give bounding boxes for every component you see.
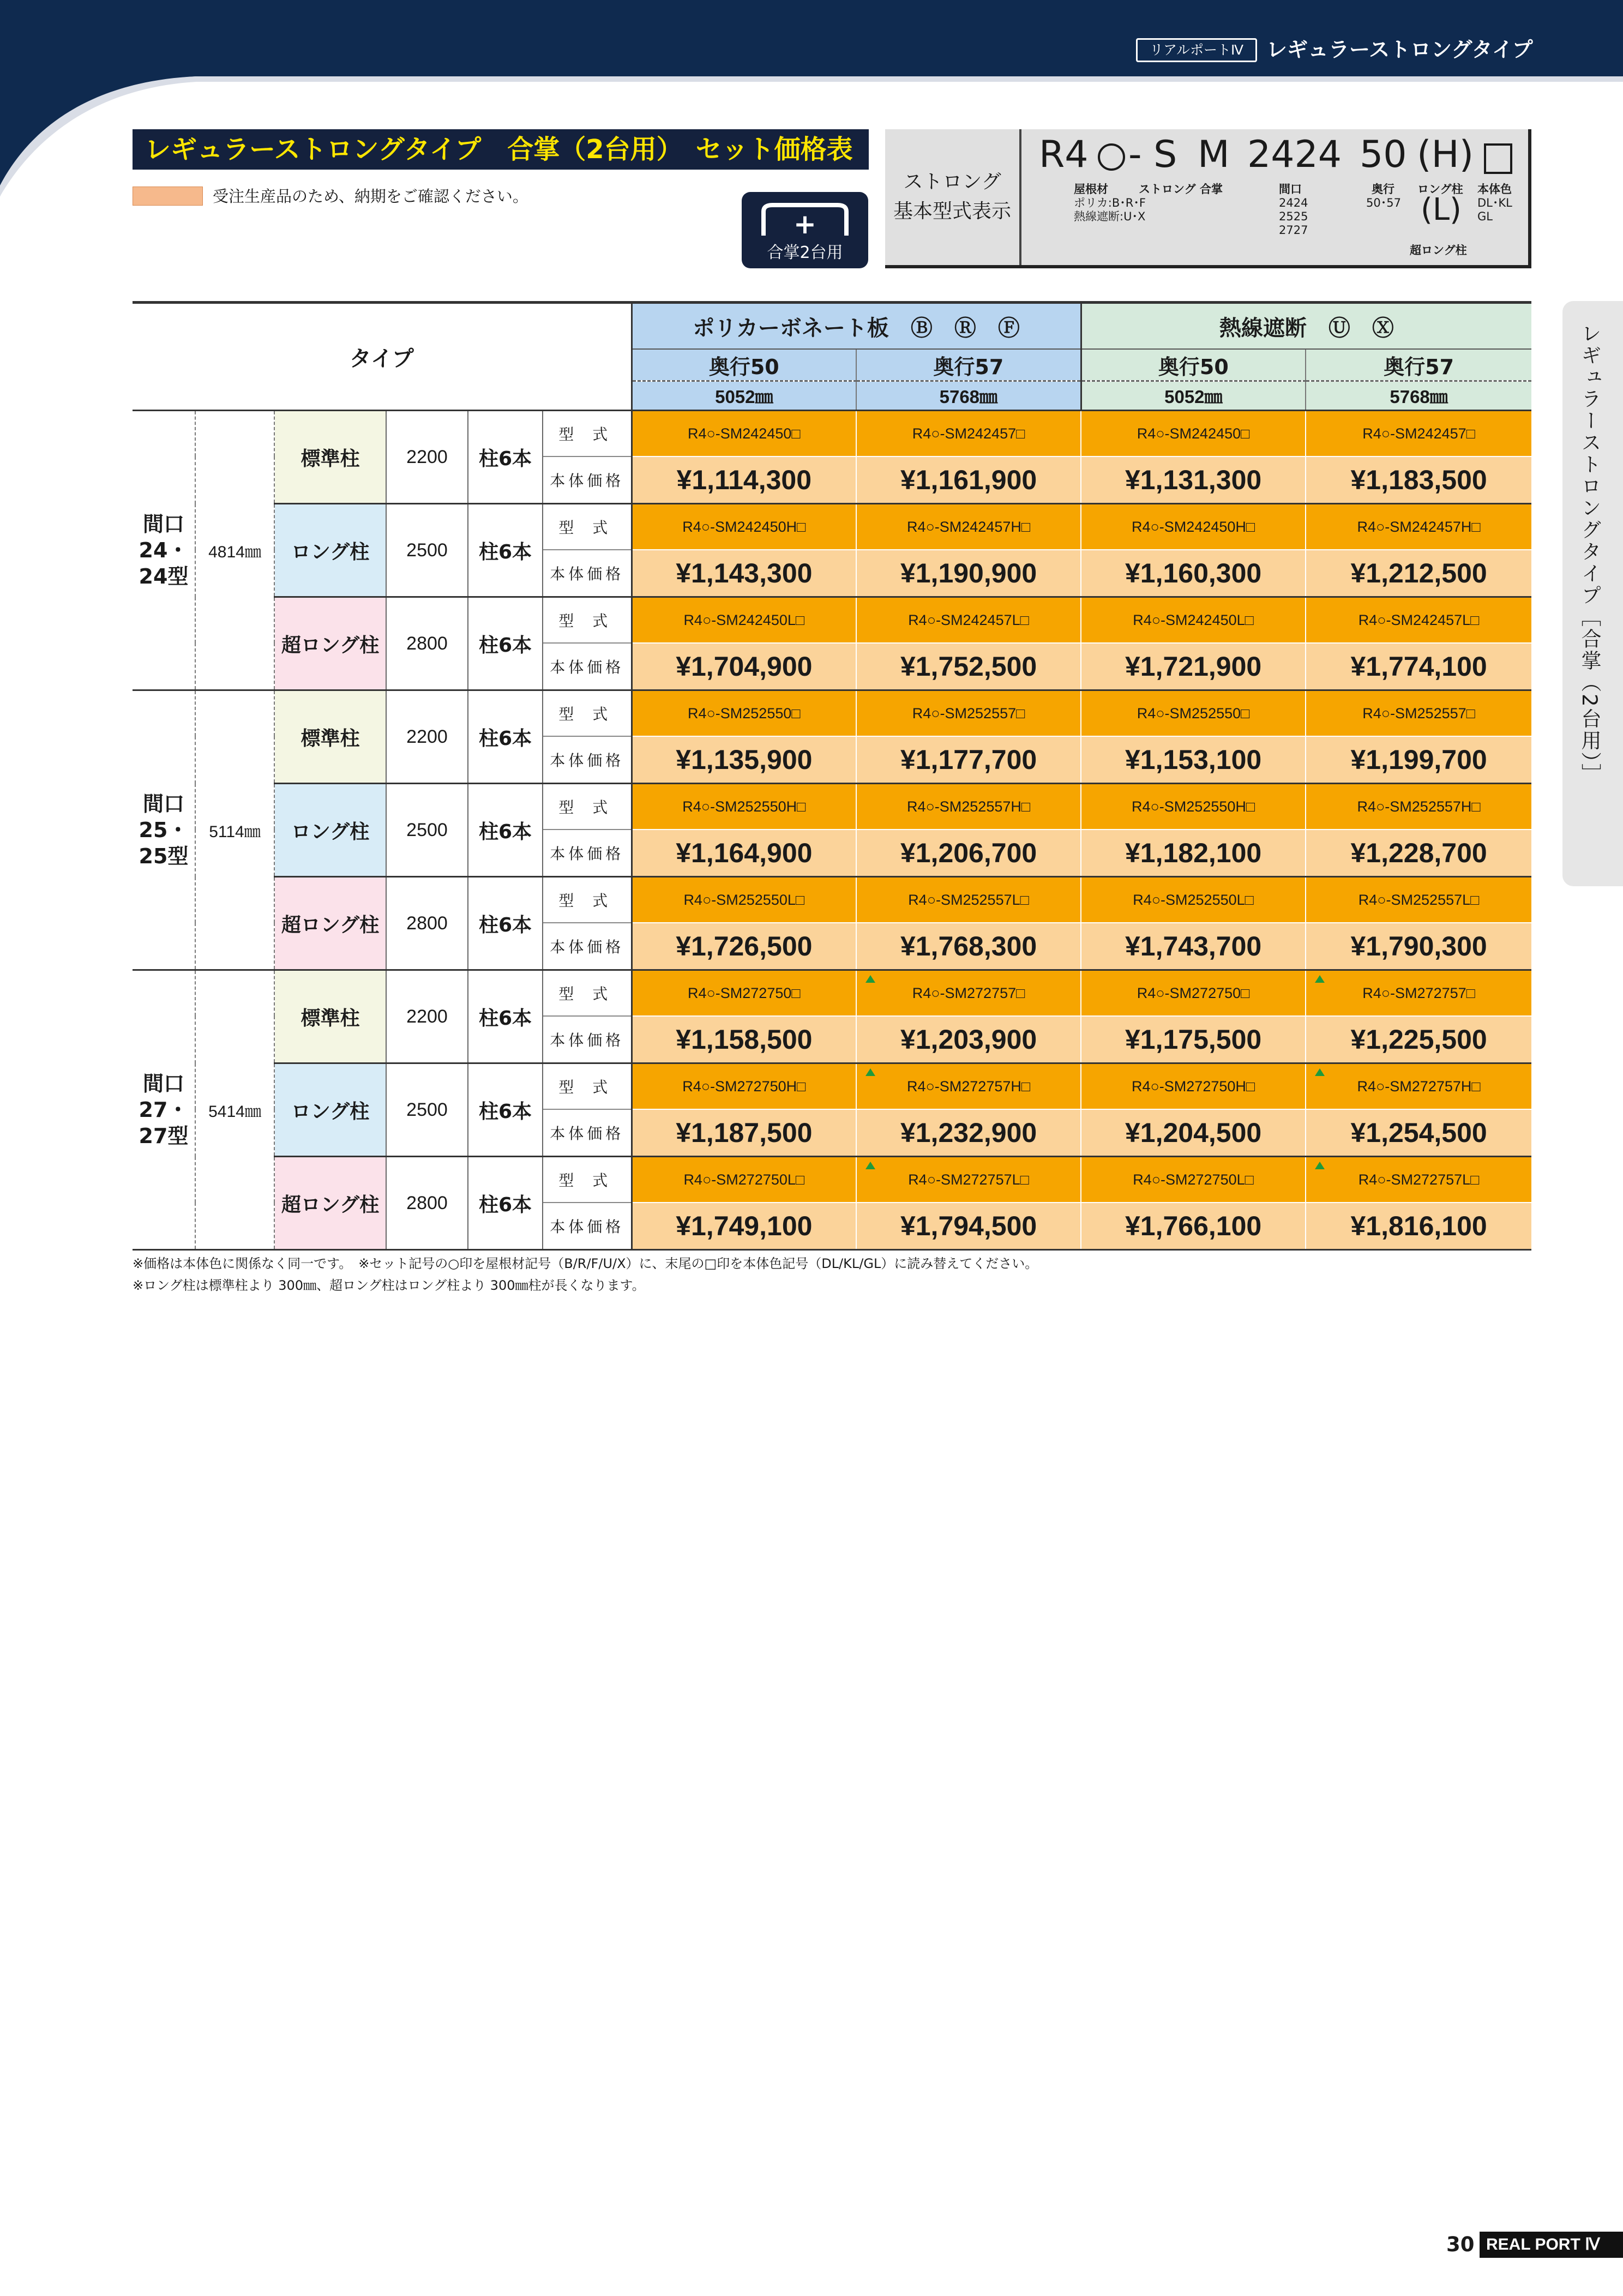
pole-count: 柱6本: [468, 877, 543, 970]
price-cell: ¥1,158,500: [632, 1016, 856, 1063]
model-row-label: 型式: [543, 784, 632, 830]
model-number: R4○-SM272750H□: [1131, 1078, 1255, 1095]
model-sub-color-values: DL･KL GL: [1477, 196, 1512, 223]
price-cell: ¥1,164,900: [632, 830, 856, 877]
table-row: [133, 970, 1531, 1017]
price-cell: ¥1,225,500: [1306, 1016, 1531, 1063]
model-number-cell: [1081, 597, 1306, 644]
price-row-label: 本体価格: [543, 830, 632, 877]
model-number: R4○-SM252557H□: [1357, 798, 1481, 815]
price-cell: ¥1,816,100: [1306, 1203, 1531, 1250]
price-cell: ¥1,177,700: [856, 736, 1081, 784]
price-cell: ¥1,131,300: [1081, 456, 1306, 504]
pole-count: 柱6本: [468, 597, 543, 690]
price-cell: ¥1,726,500: [632, 923, 856, 970]
price-row-label: 本体価格: [543, 1203, 632, 1250]
pole-type: 標準柱: [274, 411, 386, 504]
model-number-cell: [856, 784, 1081, 830]
width-group-label: 間口 25・ 25型: [133, 690, 195, 970]
footnotes: [133, 1253, 1038, 1296]
model-number-cell: [1081, 877, 1306, 923]
price-cell: ¥1,768,300: [856, 923, 1081, 970]
price-cell: ¥1,182,100: [1081, 830, 1306, 877]
model-number: R4○-SM272757□: [1362, 984, 1475, 1001]
model-number: R4○-SM242450□: [687, 425, 801, 442]
model-number: R4○-SM242450L□: [683, 611, 805, 628]
pole-count: 柱6本: [468, 1063, 543, 1157]
model-number-cell: [632, 970, 856, 1017]
price-cell: ¥1,204,500: [1081, 1109, 1306, 1157]
price-cell: ¥1,232,900: [856, 1109, 1081, 1157]
price-cell: ¥1,187,500: [632, 1109, 856, 1157]
two-unit-badge: [742, 192, 868, 268]
model-row-label: 型式: [543, 1157, 632, 1203]
model-number: R4○-SM272757L□: [1358, 1171, 1480, 1188]
model-number: R4○-SM252557H□: [906, 798, 1031, 815]
price-cell: ¥1,774,100: [1306, 643, 1531, 690]
side-index-label: レギュラーストロングタイプ［合掌（2台用）］: [1578, 323, 1601, 786]
model-label-line1: ストロング: [903, 171, 1001, 193]
model-seg-m: M: [1198, 133, 1230, 176]
pole-count: 柱6本: [468, 504, 543, 597]
series-badge: リアルポートⅣ: [1136, 38, 1257, 62]
price-cell: ¥1,114,300: [632, 456, 856, 504]
price-cell: ¥1,752,500: [856, 643, 1081, 690]
model-label-line2: 基本型式表示: [893, 200, 1011, 223]
model-number: R4○-SM272750□: [687, 984, 801, 1001]
price-cell: ¥1,212,500: [1306, 550, 1531, 597]
model-number-cell: [632, 877, 856, 923]
new-marker-icon: [1315, 1162, 1325, 1169]
model-number: R4○-SM272757H□: [1357, 1078, 1481, 1095]
footer-brand: REAL PORT Ⅳ: [1480, 2232, 1623, 2258]
new-marker-icon: [865, 1162, 875, 1169]
model-number-cell: [1306, 1157, 1531, 1203]
model-number: R4○-SM252557□: [912, 705, 1025, 722]
pole-type: 標準柱: [274, 970, 386, 1063]
price-cell: ¥1,175,500: [1081, 1016, 1306, 1063]
roof-material-circle-icon: [1098, 143, 1125, 171]
model-number-cell: [1081, 504, 1306, 550]
depth-label: 奥行57: [856, 349, 1081, 381]
pole-type: 標準柱: [274, 690, 386, 784]
model-number-cell: [632, 784, 856, 830]
model-number-cell: [632, 597, 856, 644]
pole-height: 2800: [386, 597, 468, 690]
model-seg-width: 2424: [1247, 133, 1342, 176]
pole-height: 2200: [386, 411, 468, 504]
new-marker-icon: [865, 1068, 875, 1076]
price-cell: ¥1,203,900: [856, 1016, 1081, 1063]
price-row-label: 本体価格: [543, 550, 632, 597]
model-sub-long: ロング柱: [1417, 183, 1463, 196]
model-number: R4○-SM252550H□: [682, 798, 806, 815]
depth-mm: 5052㎜: [632, 381, 856, 411]
order-made-swatch: [133, 187, 203, 206]
model-number-cell: [856, 411, 1081, 457]
model-sub-depth-values: 50･57: [1366, 196, 1401, 209]
table-row: [133, 1157, 1531, 1203]
footnote: ※ロング柱は標準柱より 300㎜、超ロング柱はロング柱より 300㎜柱が長くなります。: [133, 1278, 645, 1293]
pole-type: ロング柱: [274, 784, 386, 877]
model-row-label: 型式: [543, 970, 632, 1017]
two-unit-label: 合掌2台用: [767, 243, 843, 262]
price-row-label: 本体価格: [543, 643, 632, 690]
model-number: R4○-SM272757□: [912, 984, 1025, 1001]
price-row-label: 本体価格: [543, 1016, 632, 1063]
new-marker-icon: [1315, 1068, 1325, 1076]
model-number: R4○-SM272750□: [1137, 984, 1250, 1001]
model-seg-depth: 50: [1360, 133, 1407, 176]
model-number: R4○-SM272757L□: [908, 1171, 1029, 1188]
model-sub-width: 間口: [1279, 183, 1302, 196]
table-row: [133, 504, 1531, 550]
width-mm: 4814㎜: [195, 411, 274, 690]
price-cell: ¥1,183,500: [1306, 456, 1531, 504]
price-table-body: [133, 411, 1531, 1250]
pole-height: 2500: [386, 784, 468, 877]
pole-count: 柱6本: [468, 411, 543, 504]
depth-mm: 5768㎜: [856, 381, 1081, 411]
pole-type: 超ロング柱: [274, 1157, 386, 1250]
model-number: R4○-SM252550H□: [1131, 798, 1255, 815]
model-number: R4○-SM242450□: [1137, 425, 1250, 442]
order-made-note: 受注生産品のため、納期をご確認ください。: [213, 187, 528, 206]
model-number: R4○-SM242457H□: [906, 518, 1031, 535]
model-number-cell: [632, 1157, 856, 1203]
depth-label: 奥行57: [1306, 349, 1531, 381]
model-number: R4○-SM242450L□: [1133, 611, 1254, 628]
model-row-label: 型式: [543, 504, 632, 550]
price-cell: ¥1,160,300: [1081, 550, 1306, 597]
model-code-box: [885, 129, 1531, 268]
price-row-label: 本体価格: [543, 1109, 632, 1157]
width-mm: 5414㎜: [195, 970, 274, 1250]
model-number: R4○-SM242457L□: [1358, 611, 1480, 628]
model-sub-depth: 奥行: [1372, 183, 1394, 196]
new-marker-icon: [865, 975, 875, 983]
new-marker-icon: [1315, 975, 1325, 983]
price-cell: ¥1,794,500: [856, 1203, 1081, 1250]
price-cell: ¥1,743,700: [1081, 923, 1306, 970]
width-mm: 5114㎜: [195, 690, 274, 970]
width-group-label: 間口 24・ 24型: [133, 411, 195, 690]
model-number: R4○-SM252550L□: [1133, 891, 1254, 908]
model-number-cell: [856, 1157, 1081, 1203]
model-seg-l: (L): [1421, 192, 1462, 227]
model-number: R4○-SM242457□: [1362, 425, 1475, 442]
model-number-cell: [632, 411, 856, 457]
pole-count: 柱6本: [468, 1157, 543, 1250]
model-number: R4○-SM252550□: [1137, 705, 1250, 722]
model-number-cell: [632, 504, 856, 550]
price-cell: ¥1,161,900: [856, 456, 1081, 504]
model-number: R4○-SM252557L□: [1358, 891, 1480, 908]
price-row-label: 本体価格: [543, 923, 632, 970]
model-number-cell: [1306, 411, 1531, 457]
pole-count: 柱6本: [468, 784, 543, 877]
body-color-square-icon: [1484, 143, 1512, 174]
model-number: R4○-SM272750H□: [682, 1078, 806, 1095]
heat-shield-header: 熱線遮断 Ⓤ Ⓧ: [1081, 303, 1531, 350]
price-table: [133, 301, 1531, 1251]
model-number: R4○-SM252557□: [1362, 705, 1475, 722]
model-seg-r4: R4: [1039, 133, 1089, 176]
model-row-label: 型式: [543, 597, 632, 644]
pole-height: 2800: [386, 877, 468, 970]
price-cell: ¥1,228,700: [1306, 830, 1531, 877]
pole-height: 2800: [386, 1157, 468, 1250]
model-number: R4○-SM252550L□: [683, 891, 805, 908]
model-number: R4○-SM252550□: [687, 705, 801, 722]
model-seg-s: - S: [1128, 133, 1177, 176]
page-number: 30: [1446, 2233, 1475, 2256]
model-number-cell: [856, 690, 1081, 737]
price-cell: ¥1,206,700: [856, 830, 1081, 877]
polycarbonate-header: ポリカーボネート板 Ⓑ Ⓡ Ⓕ: [632, 303, 1081, 350]
price-cell: ¥1,190,900: [856, 550, 1081, 597]
model-number: R4○-SM272757H□: [906, 1078, 1031, 1095]
price-cell: ¥1,749,100: [632, 1203, 856, 1250]
model-row-label: 型式: [543, 877, 632, 923]
model-number-cell: [1081, 970, 1306, 1017]
depth-label: 奥行50: [1081, 349, 1306, 381]
model-number-cell: [856, 597, 1081, 644]
model-number-cell: [1306, 597, 1531, 644]
side-index-tab[interactable]: [1562, 301, 1623, 886]
pole-type: 超ロング柱: [274, 877, 386, 970]
table-row: [133, 690, 1531, 737]
price-cell: ¥1,153,100: [1081, 736, 1306, 784]
model-number-cell: [1081, 784, 1306, 830]
model-number-cell: [1306, 784, 1531, 830]
model-row-label: 型式: [543, 690, 632, 737]
model-sub-strong: ストロング: [1139, 183, 1196, 196]
pole-type: ロング柱: [274, 504, 386, 597]
pole-height: 2200: [386, 970, 468, 1063]
model-number: R4○-SM272750L□: [1133, 1171, 1254, 1188]
model-number-cell: [1306, 690, 1531, 737]
model-sub-width-values: 2424 2525 2727: [1279, 196, 1308, 237]
table-row: [133, 1063, 1531, 1110]
depth-mm: 5768㎜: [1306, 381, 1531, 411]
model-number-cell: [632, 690, 856, 737]
model-number-cell: [1306, 1063, 1531, 1110]
model-number-cell: [856, 1063, 1081, 1110]
model-number-cell: [856, 970, 1081, 1017]
model-number-cell: [1306, 504, 1531, 550]
model-number: R4○-SM242457□: [912, 425, 1025, 442]
plus-icon: +: [794, 208, 816, 240]
price-row-label: 本体価格: [543, 456, 632, 504]
price-cell: ¥1,199,700: [1306, 736, 1531, 784]
model-number: R4○-SM242457H□: [1357, 518, 1481, 535]
price-cell: ¥1,704,900: [632, 643, 856, 690]
model-number-cell: [1081, 1063, 1306, 1110]
price-cell: ¥1,766,100: [1081, 1203, 1306, 1250]
footnote: ※価格は本体色に関係なく同一です。 ※セット記号の○印を屋根材記号（B/R/F/U/X）に、末尾の□印を本体色記号（DL/KL/GL）に読み替えてください。: [133, 1256, 1038, 1271]
price-cell: ¥1,143,300: [632, 550, 856, 597]
pole-height: 2500: [386, 1063, 468, 1157]
table-row: [133, 877, 1531, 923]
price-cell: ¥1,254,500: [1306, 1109, 1531, 1157]
price-cell: ¥1,790,300: [1306, 923, 1531, 970]
model-number-cell: [1306, 970, 1531, 1017]
pole-height: 2200: [386, 690, 468, 784]
pole-type: 超ロング柱: [274, 597, 386, 690]
price-cell: ¥1,135,900: [632, 736, 856, 784]
model-number-cell: [856, 877, 1081, 923]
model-sub-color: 本体色: [1477, 183, 1512, 196]
model-sub-roof: 屋根材: [1074, 183, 1108, 196]
model-seg-h: (H): [1417, 133, 1474, 176]
depth-label: 奥行50: [632, 349, 856, 381]
model-sub-xlong: 超ロング柱: [1410, 244, 1467, 257]
width-group-label: 間口 27・ 27型: [133, 970, 195, 1250]
type-header: タイプ: [133, 303, 632, 411]
model-number-cell: [856, 504, 1081, 550]
pole-type: ロング柱: [274, 1063, 386, 1157]
pole-height: 2500: [386, 504, 468, 597]
model-number-cell: [632, 1063, 856, 1110]
table-row: [133, 411, 1531, 457]
pole-count: 柱6本: [468, 970, 543, 1063]
page-title: レギュラーストロングタイプ 合掌（2台用） セット価格表: [133, 129, 869, 170]
price-row-label: 本体価格: [543, 736, 632, 784]
model-number-cell: [1081, 1157, 1306, 1203]
model-number: R4○-SM252557L□: [908, 891, 1029, 908]
model-row-label: 型式: [543, 411, 632, 457]
header-title: レギュラーストロングタイプ: [1266, 38, 1533, 62]
model-number: R4○-SM272750L□: [683, 1171, 805, 1188]
model-code-label: [885, 129, 1021, 265]
model-number: R4○-SM242450H□: [1131, 518, 1255, 535]
price-cell: ¥1,721,900: [1081, 643, 1306, 690]
pole-count: 柱6本: [468, 690, 543, 784]
model-number-cell: [1306, 877, 1531, 923]
model-number: R4○-SM242450H□: [682, 518, 806, 535]
depth-mm: 5052㎜: [1081, 381, 1306, 411]
model-number-cell: [1081, 690, 1306, 737]
model-sub-roof-detail: ポリカ:B･R･F 熱線遮断:U･X: [1074, 196, 1146, 223]
table-row: [133, 597, 1531, 644]
model-sub-gassho: 合掌: [1200, 183, 1223, 196]
model-number: R4○-SM242457L□: [908, 611, 1029, 628]
model-number-cell: [1081, 411, 1306, 457]
table-row: [133, 784, 1531, 830]
model-row-label: 型式: [543, 1063, 632, 1110]
